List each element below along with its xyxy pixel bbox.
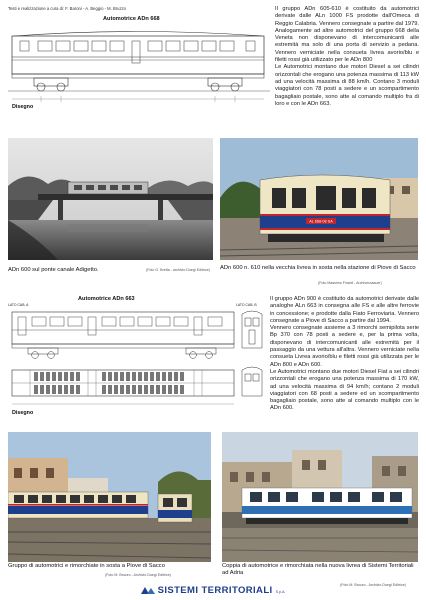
photo-adria-new-livery	[222, 432, 418, 562]
photo4-credit: (Foto M. Bruzzo - Archivio Duegi Editrice)	[340, 583, 406, 587]
section2-text: Il gruppo ADn 900 è costituito da automotrici derivate dalle analoghe ALn 663 in consegna alle FS e alle altre ferrovie in concessione; e prodotte dalla Fiato Ferroviaria. Vennero consegnate a Piove di Sacco a partire dal 1994. Vennero consegnate assieme a 3 rimorchi semipilota serie Bp 370 con 78 posti a sedere e, per la prima volta, disponevano di intercomunicanti alle estremità per il passaggio da una vettura all'altra. Vennero verniciate nella consueta Livrea avorio/blu e filetti rossi già utilizzata per le ADn 800 e ADn 600. Le Automotrici montano due motori Diesel Fiat a sei cilindri orizzontali che erogano una potenza massima di 170 kW, ad una velocità massima di 94 km/h; contano 2 moduli viaggiatori con 68 posti a sedere ed un scompartimento bagagliaio postale, sono atte al comando multiplo con le ADn 600.	[270, 296, 419, 412]
lato-cab-b: LATO CAB. B	[236, 303, 257, 307]
brand-name: SISTEMI TERRITORIALI	[157, 585, 273, 596]
train-number: AL 668-08 SA	[309, 219, 333, 224]
photo3-credit: (Foto M. Bruzzo - Archivio Duegi Editrice)	[105, 573, 171, 577]
drawing-adn663	[8, 292, 270, 424]
photo1-credit: (Foto G. Bretta - archivio Duegi Editrice)	[146, 268, 210, 272]
photo2-caption: ADn 600 n. 610 nella vecchia livrea in sosta nella stazione di Piove di Sacco	[220, 265, 416, 271]
drawing-title: Automotrice ADn 663	[78, 296, 135, 302]
photo4-caption: Coppia di automotrice e rimorchiata nella nuova livrea di Sistemi Territoriali ad Adria	[222, 563, 414, 576]
photo-adn600-bridge	[8, 138, 213, 260]
brand-suffix: S.p.A.	[275, 590, 286, 594]
drawing-label: Disegno	[12, 410, 34, 416]
railcar-drawing-668	[8, 14, 270, 114]
photo-adn610-station	[220, 138, 418, 260]
photo1-caption: ADn 600 sul ponte canale Adigetto.	[8, 267, 99, 273]
drawing-label: Disegno	[12, 104, 34, 110]
lato-cab-a: LATO CAB. A	[8, 303, 29, 307]
photo2-credit: (Foto Massimo Finzidi - Archiveroaauer)	[318, 281, 382, 285]
railcar-drawing-663	[8, 292, 270, 424]
drawing-title: Automotrice ADn 668	[103, 16, 160, 22]
photo3-caption: Gruppo di automotrici e rimorchiate in sosta a Piove di Sacco	[8, 563, 165, 569]
brand-footer	[0, 585, 426, 596]
photo-group-piove	[8, 432, 211, 562]
sistemi-territoriali-logo-icon	[141, 586, 155, 595]
credit-line: Testi e realizzazione a cura di: F. Baroni - A. Beggio - M. Bruzzo	[8, 6, 126, 11]
section1-text: Il gruppo ADn 605-610 è costituito da automotrici derivate dalle ALn 1000 FS prodotte dall'Omeca di Reggio Calabria. Vennero consegnate a partire dal 1979. Analogamente ad altre automotrici del gruppo 668 della Veneta non disponevano di intercomunicanti alle estremità ma solo di una porta di servizio a pedana. Vennero verniciate nella consueta livrea avorio/blu e filetti rossi già utilizzato per le ADn 800 Le Automotrici montano due motori Diesel a sei cilindri orizzontali che erogano una potenza massima di 113 kW ad una velocità massima di 88 km/h. Contano 3 moduli viaggiatori con 78 posti a sedere e un scompartimento bagagliaio postale, sono atte al comando multiplo fra di loro e con le ADn 663.	[275, 6, 419, 107]
drawing-adn668	[8, 14, 270, 114]
